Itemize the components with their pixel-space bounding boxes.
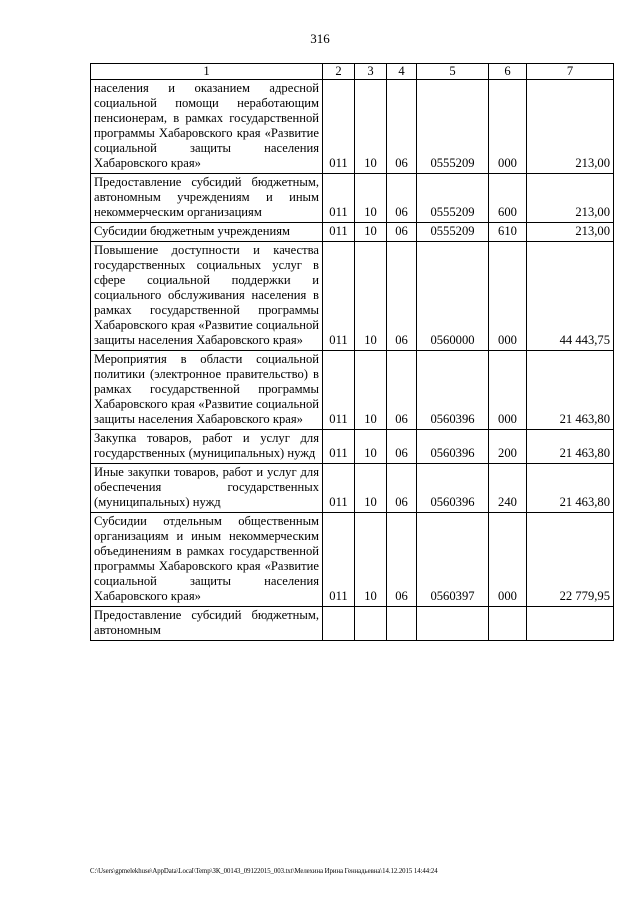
cell-subsection bbox=[387, 607, 417, 641]
cell-section bbox=[355, 607, 387, 641]
cell-ministry-code: 011 bbox=[323, 242, 355, 351]
row-description: Субсидии бюджетным учреждениям bbox=[91, 223, 323, 242]
row-description: Повышение доступности и качества государственных социальных услуг в сфере социальной поддержки и социального обслуживания населения в рамках государственной программы Хабаровского края «Развитие социальной защиты населения Хабаровского края» bbox=[91, 242, 323, 351]
cell-expense-type: 200 bbox=[489, 430, 527, 464]
table-row bbox=[91, 242, 614, 351]
cell-ministry-code: 011 bbox=[323, 174, 355, 223]
column-header-3: 3 bbox=[355, 64, 387, 80]
column-header-6: 6 bbox=[489, 64, 527, 80]
cell-target-article: 0560396 bbox=[417, 430, 489, 464]
cell-ministry-code: 011 bbox=[323, 80, 355, 174]
cell-section: 10 bbox=[355, 223, 387, 242]
page-number: 316 bbox=[310, 31, 330, 46]
cell-expense-type: 000 bbox=[489, 80, 527, 174]
cell-expense-type: 240 bbox=[489, 464, 527, 513]
header-row bbox=[91, 64, 614, 80]
table-row bbox=[91, 607, 614, 641]
cell-amount: 44 443,75 bbox=[527, 242, 614, 351]
table-row bbox=[91, 464, 614, 513]
cell-section: 10 bbox=[355, 174, 387, 223]
file-path-footer: C:\Users\gpmelekhuse\AppData\Local\Temp\ЗК_00143_09122015_003.txt\Мелехина Ирина Геннадьевна\14.12.2015 14:44:24 bbox=[90, 868, 438, 875]
cell-expense-type: 000 bbox=[489, 351, 527, 430]
cell-subsection: 06 bbox=[387, 430, 417, 464]
cell-ministry-code: 011 bbox=[323, 430, 355, 464]
cell-amount: 213,00 bbox=[527, 223, 614, 242]
cell-target-article: 0560396 bbox=[417, 351, 489, 430]
column-header-4: 4 bbox=[387, 64, 417, 80]
row-description: Предоставление субсидий бюджетным, автономным bbox=[91, 607, 323, 641]
cell-amount: 21 463,80 bbox=[527, 430, 614, 464]
row-description: Иные закупки товаров, работ и услуг для обеспечения государственных (муниципальных) нужд bbox=[91, 464, 323, 513]
cell-expense-type: 600 bbox=[489, 174, 527, 223]
cell-subsection: 06 bbox=[387, 351, 417, 430]
cell-target-article: 0555209 bbox=[417, 80, 489, 174]
cell-amount: 22 779,95 bbox=[527, 513, 614, 607]
cell-target-article: 0560396 bbox=[417, 464, 489, 513]
cell-ministry-code bbox=[323, 607, 355, 641]
cell-ministry-code: 011 bbox=[323, 223, 355, 242]
cell-subsection: 06 bbox=[387, 223, 417, 242]
row-description: населения и оказанием адресной социальной помощи неработающим пенсионерам, в рамках государственной программы Хабаровского края «Развитие социальной защиты населения Хабаровского края» bbox=[91, 80, 323, 174]
table-row bbox=[91, 351, 614, 430]
cell-ministry-code: 011 bbox=[323, 464, 355, 513]
table-row bbox=[91, 174, 614, 223]
cell-target-article: 0560000 bbox=[417, 242, 489, 351]
cell-amount: 213,00 bbox=[527, 174, 614, 223]
cell-amount: 213,00 bbox=[527, 80, 614, 174]
cell-expense-type bbox=[489, 607, 527, 641]
cell-target-article: 0555209 bbox=[417, 174, 489, 223]
cell-section: 10 bbox=[355, 430, 387, 464]
cell-target-article: 0555209 bbox=[417, 223, 489, 242]
cell-subsection: 06 bbox=[387, 242, 417, 351]
cell-subsection: 06 bbox=[387, 513, 417, 607]
row-description: Предоставление субсидий бюджетным, автономным учреждениям и иным некоммерческим организациям bbox=[91, 174, 323, 223]
table-row bbox=[91, 80, 614, 174]
column-header-2: 2 bbox=[323, 64, 355, 80]
cell-section: 10 bbox=[355, 464, 387, 513]
row-description: Мероприятия в области социальной политики (электронное правительство) в рамках государственной программы Хабаровского края «Развитие социальной защиты населения Хабаровского края» bbox=[91, 351, 323, 430]
table-row bbox=[91, 513, 614, 607]
cell-amount: 21 463,80 bbox=[527, 351, 614, 430]
row-description: Закупка товаров, работ и услуг для государственных (муниципальных) нужд bbox=[91, 430, 323, 464]
budget-table bbox=[90, 63, 614, 641]
column-header-7: 7 bbox=[527, 64, 614, 80]
cell-amount bbox=[527, 607, 614, 641]
cell-target-article bbox=[417, 607, 489, 641]
cell-section: 10 bbox=[355, 80, 387, 174]
cell-ministry-code: 011 bbox=[323, 513, 355, 607]
table-row bbox=[91, 430, 614, 464]
column-header-1: 1 bbox=[91, 64, 323, 80]
cell-subsection: 06 bbox=[387, 464, 417, 513]
cell-section: 10 bbox=[355, 513, 387, 607]
row-description: Субсидии отдельным общественным организациям и иным некоммерческим объединениям в рамках государственной программы Хабаровского края «Развитие социальной защиты населения Хабаровского края» bbox=[91, 513, 323, 607]
cell-expense-type: 000 bbox=[489, 242, 527, 351]
cell-subsection: 06 bbox=[387, 174, 417, 223]
cell-subsection: 06 bbox=[387, 80, 417, 174]
cell-expense-type: 610 bbox=[489, 223, 527, 242]
cell-section: 10 bbox=[355, 351, 387, 430]
cell-expense-type: 000 bbox=[489, 513, 527, 607]
table-row bbox=[91, 223, 614, 242]
cell-target-article: 0560397 bbox=[417, 513, 489, 607]
cell-amount: 21 463,80 bbox=[527, 464, 614, 513]
column-header-5: 5 bbox=[417, 64, 489, 80]
cell-section: 10 bbox=[355, 242, 387, 351]
cell-ministry-code: 011 bbox=[323, 351, 355, 430]
